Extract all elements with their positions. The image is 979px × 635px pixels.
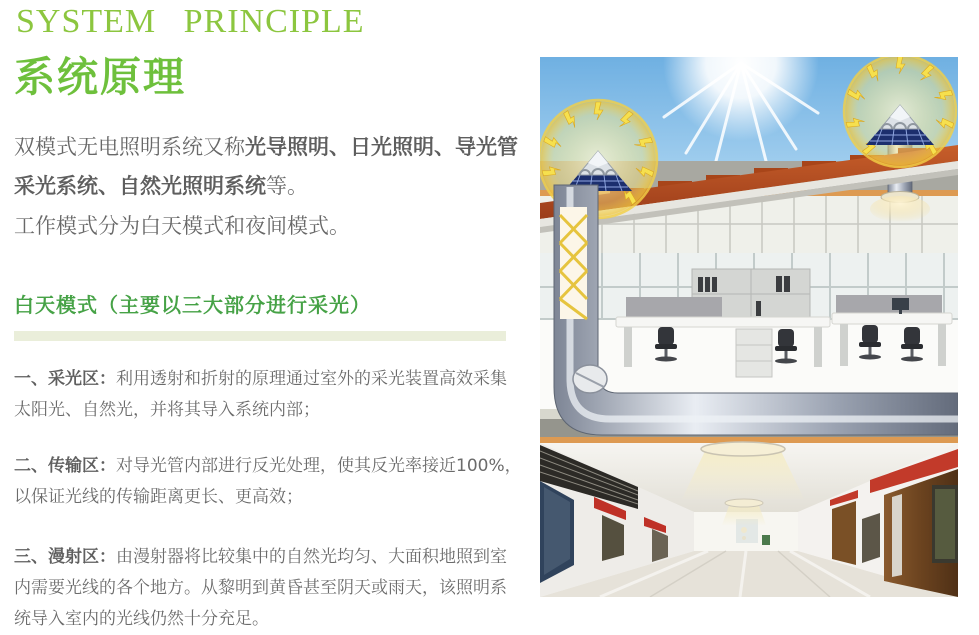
diffuser-glow xyxy=(870,196,930,222)
intro-bold-terms: 光导照明、日光照明、导光管采光系统、自然光照明系统 xyxy=(14,135,518,198)
desk-partition xyxy=(836,295,942,315)
monitor-icon xyxy=(892,298,909,310)
daylight-collector-dome-right xyxy=(844,57,956,167)
item-text: 由漫射器将比较集中的自然光均匀、大面积地照到室内需要光线的各个地方。从黎明到黄昏甚至阴天或雨天，该照明系统导入室内的光线仍然十分充足。 xyxy=(14,547,507,629)
corridor-scene xyxy=(540,442,958,597)
item-text: 对导光管内部进行反光处理，使其反光率接近100%，以保证光线的传输距离更长、更高效； xyxy=(14,456,522,507)
item-transmission-zone xyxy=(14,451,522,513)
page-title-english: SYSTEM PRINCIPLE xyxy=(16,3,365,40)
item-label: 三、漫射区： xyxy=(14,547,116,567)
system-principle-illustration xyxy=(540,57,958,597)
item-label: 一、采光区： xyxy=(14,369,116,389)
item-text: 利用透射和折射的原理通过室外的采光装置高效采集太阳光、自然光，并将其导入系统内部； xyxy=(14,369,507,420)
section-heading-day-mode: 白天模式（主要以三大部分进行采光） xyxy=(14,293,371,317)
intro-paragraph xyxy=(14,128,526,206)
intro-tail: 等。 xyxy=(266,174,308,198)
desk-partition xyxy=(626,297,722,317)
item-diffusion-zone xyxy=(14,542,522,635)
intro-lead: 双模式无电照明系统又称 xyxy=(14,135,245,159)
wooden-door-far xyxy=(832,501,856,565)
picture-frame-right xyxy=(862,513,880,563)
page-title-chinese: 系统原理 xyxy=(14,53,186,101)
content-column xyxy=(14,0,526,635)
item-collection-zone xyxy=(14,364,522,426)
item-label: 二、传输区： xyxy=(14,456,116,476)
intro-line2: 工作模式分为白天模式和夜间模式。 xyxy=(14,214,350,238)
plant-icon xyxy=(762,535,770,545)
section-underline-bar xyxy=(14,331,506,341)
